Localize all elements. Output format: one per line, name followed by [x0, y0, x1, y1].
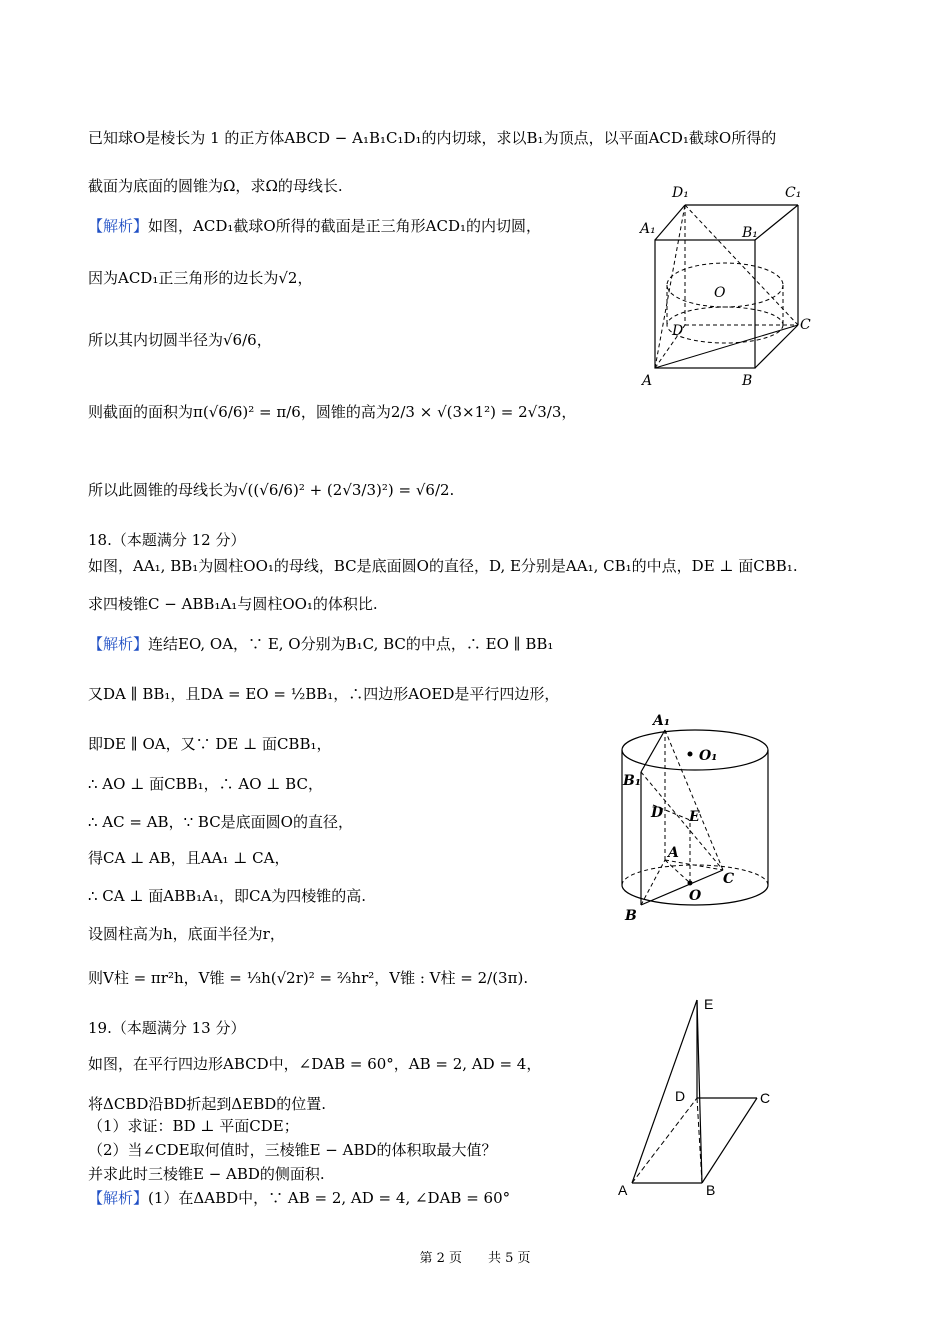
- text-line: 所以其内切圆半径为√6/6，: [88, 331, 272, 349]
- text-line: 已知球O是棱长为 1 的正方体ABCD − A₁B₁C₁D₁的内切球，求以B₁为顶点，以平面ACD₁截球O所得的: [88, 129, 777, 147]
- label-C: C: [760, 1090, 771, 1106]
- text-line: 则截面的面积为π(√6/6)² = π/6，圆锥的高为2/3 × √(3×1²) = 2√3/3，: [88, 403, 577, 421]
- question-heading: 18.（本题满分 12 分）: [88, 531, 246, 549]
- text-line: 如图，AA₁, BB₁为圆柱OO₁的母线，BC是底面圆O的直径，D, E分别是AA₁, CB₁的中点，DE ⊥ 面CBB₁.: [88, 557, 798, 575]
- cube-front-face: [655, 240, 755, 368]
- label-D: D: [672, 323, 684, 339]
- cylinder-top: [622, 730, 768, 770]
- label-B1: B₁: [623, 773, 641, 789]
- text-line: 将ΔCBD沿BD折起到ΔEBD的位置.: [88, 1095, 327, 1113]
- question-heading: 19.（本题满分 13 分）: [88, 1019, 246, 1037]
- solution-tag: 【解析】: [88, 635, 149, 653]
- label-C: C: [723, 871, 735, 887]
- text-line: ∴ CA ⊥ 面ABB₁A₁，即CA为四棱锥的高.: [88, 887, 367, 905]
- text-line: 得CA ⊥ AB，且AA₁ ⊥ CA，: [88, 849, 290, 867]
- text-line: 如图，在平行四边形ABCD中，∠DAB = 60°，AB = 2, AD = 4，: [88, 1055, 542, 1073]
- solution-line: 【解析】连结EO, OA，∵ E, O分别为B₁C, BC的中点，∴ EO ∥ BB₁: [88, 635, 554, 653]
- label-E: E: [689, 809, 700, 825]
- label-D1: D₁: [672, 185, 689, 201]
- text-line: 又DA ∥ BB₁，且DA = EO = ½BB₁，∴四边形AOED是平行四边形，: [88, 685, 560, 703]
- text-line: 截面为底面的圆锥为Ω，求Ω的母线长.: [88, 177, 343, 195]
- label-E: E: [704, 996, 714, 1012]
- label-A: A: [642, 373, 653, 389]
- label-B: B: [742, 373, 753, 389]
- text-line: ∴ AC = AB，∵ BC是底面圆O的直径，: [88, 813, 353, 831]
- solution-line: 【解析】如图，ACD₁截球O所得的截面是正三角形ACD₁的内切圆，: [88, 217, 542, 235]
- text-line: ∴ AO ⊥ 面CBB₁，∴ AO ⊥ BC，: [88, 775, 323, 793]
- label-O1: O₁: [699, 748, 718, 764]
- solution-tag: 【解析】: [88, 1189, 149, 1207]
- label-B: B: [625, 908, 637, 924]
- label-D: D: [651, 805, 664, 821]
- text-line: 即DE ∥ OA，又∵ DE ⊥ 面CBB₁，: [88, 735, 332, 753]
- label-A1: A₁: [640, 221, 656, 237]
- label-C: C: [800, 317, 811, 333]
- text-line: 设圆柱高为h，底面半径为r，: [88, 925, 285, 943]
- cylinder-figure: [615, 705, 785, 925]
- text-line: 并求此时三棱锥E − ABD的侧面积.: [88, 1165, 325, 1183]
- page-footer: 第 2 页 共 5 页: [419, 1251, 531, 1266]
- label-O: O: [689, 888, 702, 904]
- label-A1: A₁: [653, 713, 670, 729]
- cube-sphere-figure: [630, 175, 820, 390]
- fold-figure: [612, 995, 782, 1205]
- text-line: （2）当∠CDE取何值时，三棱锥E − ABD的体积取最大值？: [88, 1141, 497, 1159]
- label-O: O: [714, 285, 726, 301]
- text-line: 则V柱 = πr²h，V锥 = ⅓h(√2r)² = ⅔hr²，V锥 : V柱 = 2/(3π).: [88, 969, 529, 987]
- label-B1: B₁: [742, 225, 758, 241]
- label-C1: C₁: [785, 185, 802, 201]
- text-line: 因为ACD₁正三角形的边长为√2，: [88, 269, 313, 287]
- label-D: D: [675, 1088, 686, 1104]
- label-A: A: [618, 1182, 628, 1198]
- text-line: （1）求证：BD ⊥ 平面CDE；: [88, 1117, 299, 1135]
- label-A: A: [668, 845, 679, 861]
- text-line: 所以此圆锥的母线长为√((√6/6)² + (2√3/3)²) = √6/2.: [88, 481, 455, 499]
- label-B: B: [706, 1182, 716, 1198]
- solution-line: 【解析】(1）在ΔABD中，∵ AB = 2, AD = 4, ∠DAB = 60°: [88, 1189, 511, 1207]
- text-line: 求四棱锥C − ABB₁A₁与圆柱OO₁的体积比.: [88, 595, 378, 613]
- solution-tag: 【解析】: [88, 217, 149, 235]
